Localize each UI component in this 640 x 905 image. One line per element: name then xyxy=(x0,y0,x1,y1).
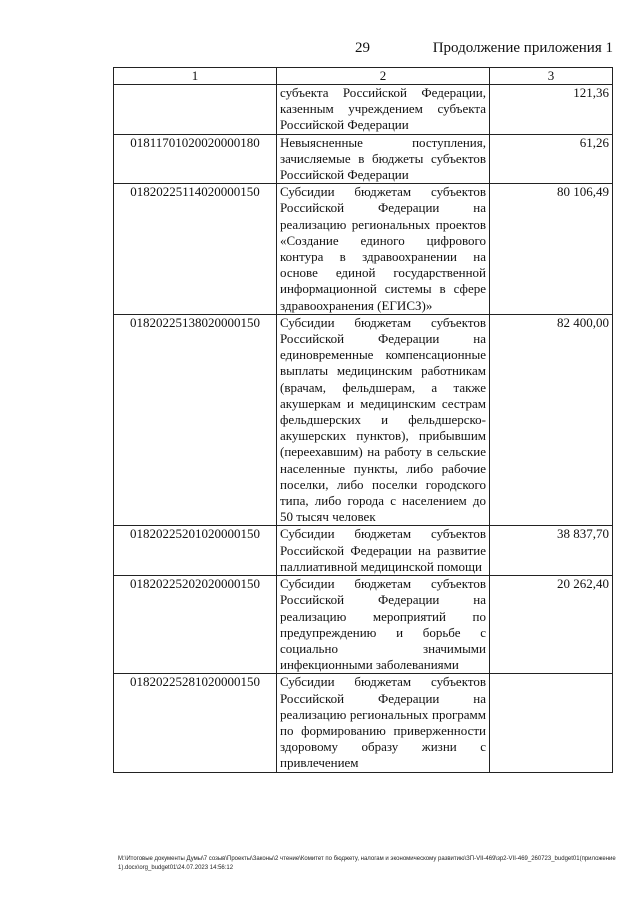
budget-code-cell: 01820225138020000150 xyxy=(114,314,277,526)
amount-cell: 38 837,70 xyxy=(490,526,613,576)
amount-cell: 61,26 xyxy=(490,134,613,184)
table-row xyxy=(114,184,613,315)
budget-code-cell: 01811701020020000180 xyxy=(114,134,277,184)
table-row xyxy=(114,134,613,184)
column-number-3: 3 xyxy=(490,68,613,85)
revenue-name-cell: Субсидии бюджетам субъектов Российской Федерации на реализацию региональных проектов «Создание единого цифрового контура в здравоохранении на основе единой государственной информационной системы в сфере здравоохранения (ЕГИСЗ)» xyxy=(277,184,490,315)
document-file-path-footer: M:\Итоговые документы Думы\7 созыв\Проекты\Законы\2 чтение\Комитет по бюджету, налогам и экономическому развитию\ЗП-VII-469\зр2-VII-469_260723_budget01(приложение1).docx\org_budget01\24.07.2023 14:56:12 xyxy=(118,856,616,871)
page-number: 29 xyxy=(355,40,370,56)
column-number-1: 1 xyxy=(114,68,277,85)
budget-code-cell: 01820225281020000150 xyxy=(114,674,277,772)
revenue-name-cell: Субсидии бюджетам субъектов Российской Федерации на реализацию мероприятий по предупреждению и борьбе с социально значимыми инфекционными заболеваниями xyxy=(277,576,490,674)
revenue-name-cell: Субсидии бюджетам субъектов Российской Федерации на единовременные компенсационные выплаты медицинским работникам (врачам, фельдшерам, а также акушеркам и медицинским сестрам фельдшерских и фельдшерско-акушерских пунктов), прибывшим (переехавшим) на работу в сельские населенные пункты, либо рабочие поселки, либо поселки городского типа, либо города с населением до 50 тысяч человек xyxy=(277,314,490,526)
revenue-name-cell: Невыясненные поступления, зачисляемые в бюджеты субъектов Российской Федерации xyxy=(277,134,490,184)
budget-code-cell: 01820225202020000150 xyxy=(114,576,277,674)
budget-revenue-table xyxy=(113,67,613,773)
budget-code-cell: 01820225114020000150 xyxy=(114,184,277,315)
table-row xyxy=(114,85,613,135)
amount-cell: 121,36 xyxy=(490,85,613,135)
appendix-continuation-note: Продолжение приложения 1 xyxy=(432,40,613,56)
table-row xyxy=(114,576,613,674)
amount-cell: 82 400,00 xyxy=(490,314,613,526)
revenue-name-cell: Субсидии бюджетам субъектов Российской Федерации на реализацию региональных программ по формированию приверженности здоровому образу жизни с привлечением xyxy=(277,674,490,772)
table-row xyxy=(114,526,613,576)
revenue-name-cell: Субсидии бюджетам субъектов Российской Федерации на развитие паллиативной медицинской помощи xyxy=(277,526,490,576)
table-row xyxy=(114,674,613,772)
budget-code-cell: 01820225201020000150 xyxy=(114,526,277,576)
amount-cell xyxy=(490,674,613,772)
amount-cell: 20 262,40 xyxy=(490,576,613,674)
column-number-row xyxy=(114,68,613,85)
table-row xyxy=(114,314,613,526)
budget-code-cell xyxy=(114,85,277,135)
revenue-name-cell: субъекта Российской Федерации, казенным учреждением субъекта Российской Федерации xyxy=(277,85,490,135)
amount-cell: 80 106,49 xyxy=(490,184,613,315)
column-number-2: 2 xyxy=(277,68,490,85)
